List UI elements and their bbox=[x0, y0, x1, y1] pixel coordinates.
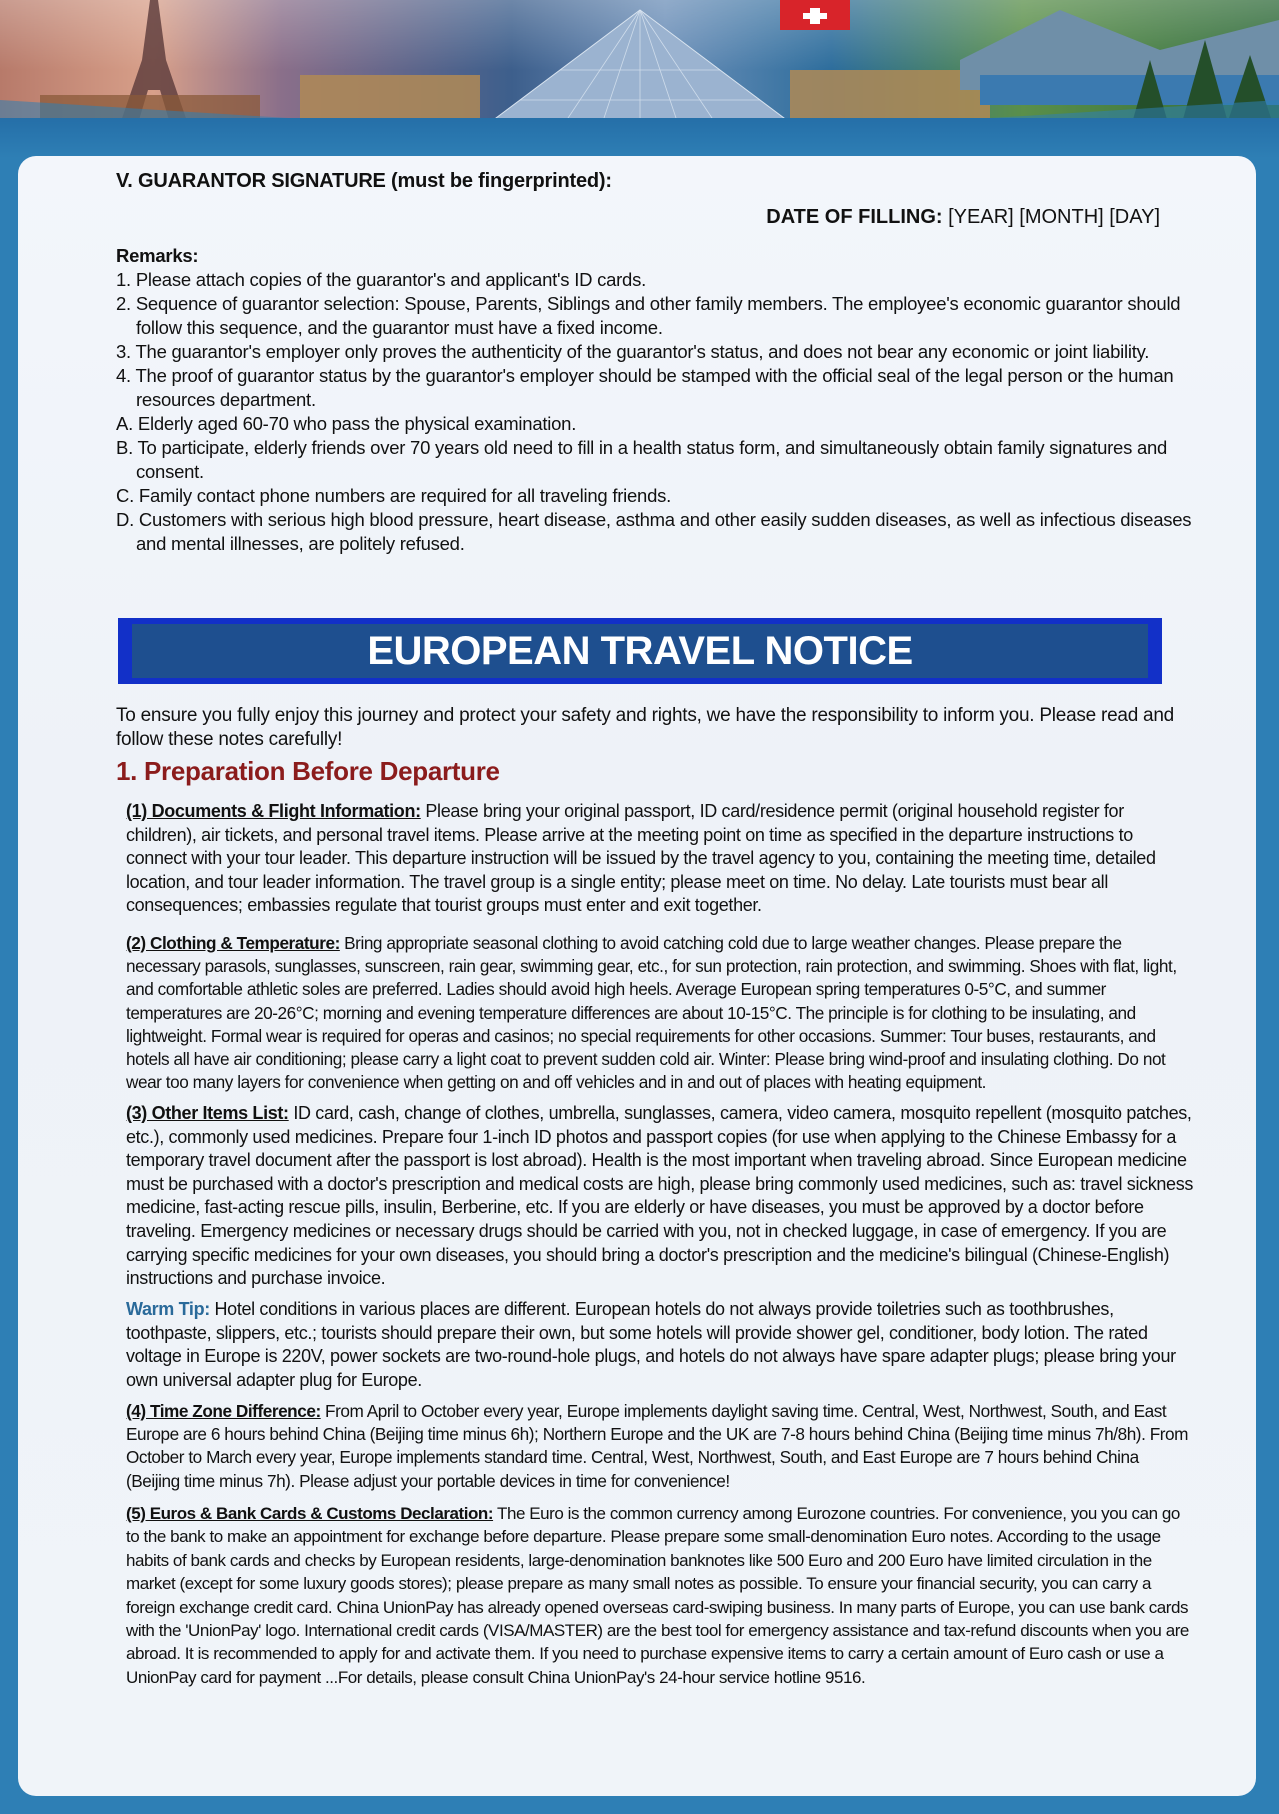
remark-item: 4. The proof of guarantor status by the guarantor's employer should be stamped with the official seal of the legal person or the human resources department. bbox=[116, 365, 1174, 410]
document-panel bbox=[18, 156, 1256, 1796]
date-value: [YEAR] [MONTH] [DAY] bbox=[948, 206, 1160, 228]
paragraph-body: The Euro is the common currency among Eurozone countries. For convenience, you you can go to the bank to make an appointment for exchange before departure. Please prepare some small-denomination Euro notes. According to the usage habits of bank cards and checks by European residents, large-denomination banknotes like 500 Euro and 200 Euro have limited circulation in the market (except for some luxury goods stores); please prepare as many small notes as possible. To ensure your financial security, you can carry a foreign exchange credit card. China UnionPay has already opened overseas card-swiping business. In many parts of Europe, you can use bank cards with the 'UnionPay' logo. International credit cards (VISA/MASTER) are the best tool for emergency assistance and tax-refund discounts when you are abroad. It is recommended to apply for and activate them. If you need to purchase expensive items to carry a certain amount of Euro cash or use a UnionPay card for payment ...For details, please consult China UnionPay's 24-hour service hotline 9516. bbox=[126, 1504, 1189, 1687]
paragraph-heading: (4) Time Zone Difference: bbox=[126, 1401, 321, 1421]
remarks-heading: Remarks: bbox=[116, 245, 199, 266]
remark-item: C. Family contact phone numbers are required for all traveling friends. bbox=[116, 485, 671, 506]
guarantor-signature-title: V. GUARANTOR SIGNATURE (must be fingerprinted): bbox=[116, 170, 612, 192]
warm-tip-label: Warm Tip: bbox=[126, 1299, 210, 1319]
paragraph-heading: (2) Clothing & Temperature: bbox=[126, 933, 340, 953]
paragraph-other-items bbox=[126, 1102, 1196, 1291]
paragraph-warm-tip bbox=[126, 1298, 1196, 1392]
paragraph-time-zone bbox=[126, 1400, 1196, 1493]
date-of-filling bbox=[766, 206, 1160, 229]
date-label: DATE OF FILLING: bbox=[766, 206, 943, 228]
lake bbox=[980, 75, 1279, 105]
header-banner-image bbox=[0, 0, 1279, 130]
remark-item: 2. Sequence of guarantor selection: Spouse, Parents, Siblings and other family members. The employee's economic guarantor should follow this sequence, and the guarantor must have a fixed income. bbox=[116, 293, 1181, 338]
notice-title-box bbox=[118, 618, 1162, 684]
remark-item: 3. The guarantor's employer only proves the authenticity of the guarantor's status, and does not bear any economic or joint liability. bbox=[116, 341, 1150, 362]
paragraph-documents bbox=[126, 800, 1196, 918]
header-blue-band bbox=[0, 118, 1279, 158]
paragraph-heading: (1) Documents & Flight Information: bbox=[126, 801, 421, 821]
paragraph-body: Bring appropriate seasonal clothing to avoid catching cold due to large weather changes. Please prepare the necessary parasols, sunglasses, sunscreen, rain gear, swimming gear, etc., for sun protection, rain protection, and swimming. Shoes with flat, light, and comfortable athletic soles are preferred. Ladies should avoid high heels. Average European spring temperatures 0-5°C, and summer temperatures are 20-26°C; morning and evening temperature differences are about 10-15°C. The principle is for clothing to be insulating, and lightweight. Formal wear is required for operas and casinos; no special requirements for other occasions. Summer: Tour buses, restaurants, and hotels all have air conditioning; please carry a light coat to prevent sudden cold air. Winter: Please bring wind-proof and insulating clothing. Do not wear too many layers for convenience when getting on and off vehicles and in and out of places with heating equipment. bbox=[126, 933, 1177, 1093]
paragraph-body: Please bring your original passport, ID card/residence permit (original household register for children), air tickets, and personal travel items. Please arrive at the meeting point on time as specified in the departure instructions to connect with your tour leader. This departure instruction will be issued by the travel agency to you, containing the meeting time, detailed location, and tour leader information. The travel group is a single entity; please meet on time. No delay. Late tourists must bear all consequences; embassies regulate that tourist groups must enter and exit together. bbox=[126, 801, 1156, 916]
notice-title: EUROPEAN TRAVEL NOTICE bbox=[132, 624, 1148, 678]
paragraph-euros-bank-cards bbox=[126, 1502, 1196, 1689]
section-heading: 1. Preparation Before Departure bbox=[116, 756, 500, 786]
remark-item: 1. Please attach copies of the guarantor's and applicant's ID cards. bbox=[116, 269, 646, 290]
remark-item: D. Customers with serious high blood pressure, heart disease, asthma and other easily sudden diseases, as well as infectious diseases and mental illnesses, are politely refused. bbox=[116, 509, 1192, 554]
paragraph-clothing bbox=[126, 932, 1196, 1094]
remark-item: A. Elderly aged 60-70 who pass the physical examination. bbox=[116, 413, 577, 434]
remark-item: B. To participate, elderly friends over 70 years old need to fill in a health status form, and simultaneously obtain family signatures and consent. bbox=[116, 437, 1168, 482]
notice-intro: To ensure you fully enjoy this journey and protect your safety and rights, we have the responsibility to inform you. Please read and follow these notes carefully! bbox=[116, 705, 1174, 750]
remarks-list bbox=[116, 244, 1201, 556]
paragraph-body: Hotel conditions in various places are different. European hotels do not always provide toiletries such as toothbrushes, toothpaste, slippers, etc.; tourists should prepare their own, but some hotels will provide shower gel, conditioner, body lotion. The rated voltage in Europe is 220V, power sockets are two-round-hole plugs, and hotels do not always have spare adapter plugs; please bring your own universal adapter plug for Europe. bbox=[126, 1299, 1176, 1390]
paragraph-heading: (5) Euros & Bank Cards & Customs Declaration: bbox=[126, 1504, 494, 1523]
paragraph-heading: (3) Other Items List: bbox=[126, 1103, 289, 1123]
paragraph-body: From April to October every year, Europe implements daylight saving time. Central, West, Northwest, South, and East Europe are 6 hours behind China (Beijing time minus 6h); Northern Europe and the UK are 7-8 hours behind China (Beijing time minus 7h/8h). From October to March every year, Europe implements standard time. Central, West, Northwest, South, and East Europe are 7 hours behind China (Beijing time minus 7h). Please adjust your portable devices in time for convenience! bbox=[126, 1401, 1189, 1491]
paragraph-body: ID card, cash, change of clothes, umbrella, sunglasses, camera, video camera, mosquito repellent (mosquito patches, etc.), commonly used medicines. Prepare four 1-inch ID photos and passport copies (for use when applying to the Chinese Embassy for a temporary travel document after the passport is lost abroad). Health is the most important when traveling abroad. Since European medicine must be purchased with a doctor's prescription and medical costs are high, please bring commonly used medicines, such as: travel sickness medicine, fast-acting rescue pills, insulin, Berberine, etc. If you are elderly or have diseases, you must be approved by a doctor before traveling. Emergency medicines or necessary drugs should be carried with you, not in checked luggage, in case of emergency. If you are carrying specific medicines for your own diseases, you should bring a doctor's prescription and the medicine's bilingual (Chinese-English) instructions and purchase invoice. bbox=[126, 1103, 1194, 1289]
